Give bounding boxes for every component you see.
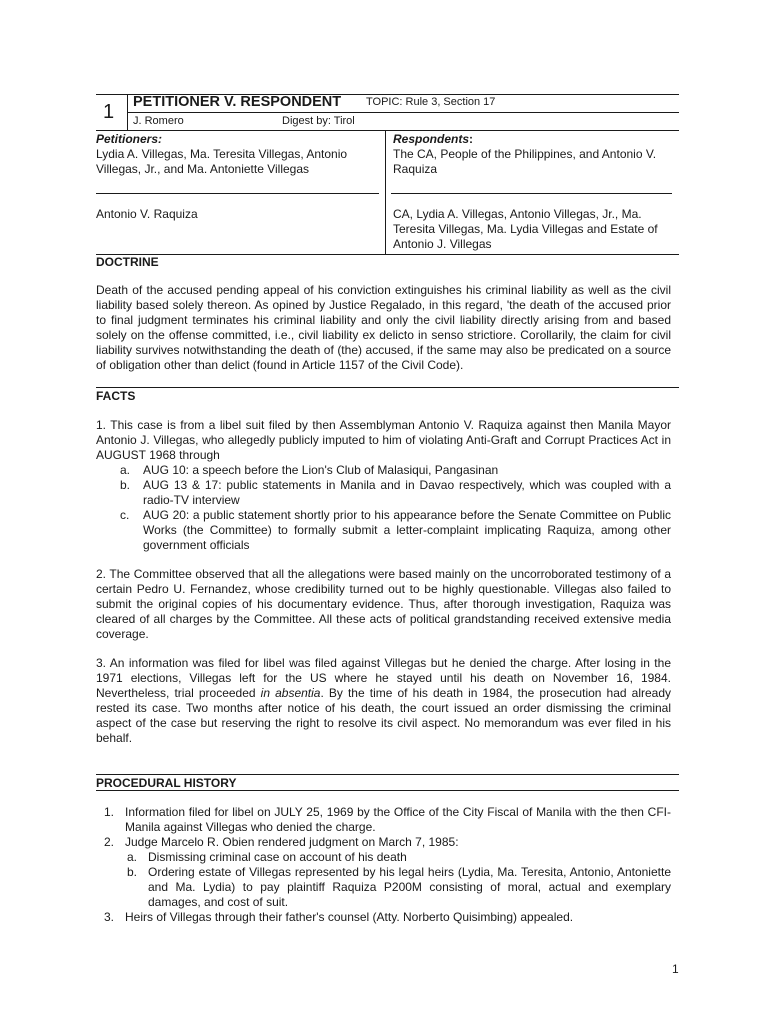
petitioners-sep-rule (96, 193, 379, 194)
facts-rule (96, 387, 679, 388)
respondents-case-2: CA, Lydia A. Villegas, Antonio Villegas, Jr., Ma. Teresita Villegas, Ma. Lydia Villegas and Estate of Antonio J. Villegas (393, 207, 658, 251)
case-title: PETITIONER V. RESPONDENT (133, 94, 342, 110)
digest-by: Digest by: Tirol (282, 115, 355, 127)
respondents-sep-rule (391, 193, 672, 194)
procedural-item-3-marker: 3. (104, 910, 115, 924)
page-number: 1 (672, 962, 679, 976)
petitioners-case-1: Lydia A. Villegas, Ma. Teresita Villegas, Antonio Villegas, Jr., and Ma. Antoniette Villegas (96, 147, 348, 176)
procedural-item-2b-marker: b. (127, 865, 138, 879)
facts-item-b: AUG 13 & 17: public statements in Manila and in Davao respectively, which was coupled with a radio-TV interview (143, 478, 671, 507)
procedural-underline (96, 790, 679, 791)
respondents-label-text: Respondents (393, 132, 470, 146)
facts-item-a-marker: a. (120, 463, 131, 477)
procedural-item-1-marker: 1. (104, 805, 115, 819)
respondents-label-colon: : (469, 132, 474, 146)
facts-paragraph-3-b: . By the time of his death in 1984, the prosecution had already rested its case. Two months after notice of his death, the court issued an order dismissing the criminal aspect of the case but reserving the right to resolve its civil aspect. No memorandum was ever filed in his behalf. (96, 686, 671, 745)
facts-paragraph-1: 1. This case is from a libel suit filed by then Assemblyman Antonio V. Raquiza against then Manila Mayor Antonio J. Villegas, who allegedly publicly imputed to him of violating Anti-Graft and Corrupt Practices Act in AUGUST 1968 through (96, 418, 671, 462)
petitioners-label: Petitioners: (96, 132, 163, 146)
respondents-case-1: The CA, People of the Philippines, and Antonio V. Raquiza (393, 147, 657, 176)
facts-paragraph-3 (96, 656, 671, 746)
doctrine-text: Death of the accused pending appeal of his conviction extinguishes his criminal liability as well as the civil liability based solely thereon. As opined by Justice Regalado, in this regard, 'the death of the accused prior to final judgment terminates his criminal liability and only the civil liability directly arising from and based solely on the offense committed, i.e., civil liability ex delicto in senso strictiore. Corollarily, the claim for civil liability survives notwithstanding the death of (the) accused, if the same may also be predicated on a source of obligation other than delict (found in Article 1157 of the Civil Code). (96, 283, 671, 372)
topic: TOPIC: Rule 3, Section 17 (366, 96, 496, 108)
facts-item-b-marker: b. (120, 478, 131, 492)
procedural-heading: PROCEDURAL HISTORY (96, 776, 237, 790)
parties-divider (385, 130, 386, 255)
in-absentia-text: in absentia (260, 686, 321, 700)
procedural-item-2a: Dismissing criminal case on account of his death (148, 850, 407, 864)
facts-item-a: AUG 10: a speech before the Lion's Club of Malasiqui, Pangasinan (143, 463, 499, 477)
procedural-rule (96, 774, 679, 775)
facts-heading: FACTS (96, 389, 136, 403)
procedural-item-2a-marker: a. (127, 850, 138, 864)
facts-item-c-marker: c. (120, 508, 130, 522)
procedural-item-2-marker: 2. (104, 835, 115, 849)
procedural-item-3: Heirs of Villegas through their father's counsel (Atty. Norberto Quisimbing) appealed. (125, 910, 574, 924)
respondents-label (393, 132, 473, 146)
facts-paragraph-2: 2. The Committee observed that all the allegations were based mainly on the uncorroborated testimony of a certain Pedro U. Fernandez, whose credibility turned out to be highly questionable. Villegas also failed to submit the original copies of his documentary evidence. Thus, after thorough investigation, Raquiza was cleared of all charges by the Committee. All these acts of political grandstanding received extensive media coverage. (96, 567, 671, 641)
procedural-item-1: Information filed for libel on JULY 25, 1969 by the Office of the City Fiscal of Manila with the then CFI-Manila against Villegas who denied the charge. (125, 805, 671, 834)
petitioners-case-2: Antonio V. Raquiza (96, 207, 198, 221)
facts-item-c: AUG 20: a public statement shortly prior to his appearance before the Senate Committee on Public Works (the Committee) to formally submit a letter-complaint implicating Raquiza, among other government officials (143, 508, 671, 552)
facts-paragraph-3-a: 3. An information was filed for libel was filed against Villegas but he denied the charge. After losing in the 1971 elections, Villegas left for the US where he stayed until his death on November 16, 1984. Nevertheless, trial proceeded (96, 656, 671, 700)
procedural-item-2: Judge Marcelo R. Obien rendered judgment on March 7, 1985: (125, 835, 459, 849)
case-number: 1 (103, 101, 115, 123)
doctrine-rule (96, 254, 679, 255)
header-bottom-rule (96, 130, 679, 131)
doctrine-heading: DOCTRINE (96, 255, 159, 269)
justice: J. Romero (133, 115, 184, 127)
procedural-item-2b: Ordering estate of Villegas represented by his legal heirs (Lydia, Ma. Teresita, Antonio, Antoniette and Ma. Lydia) to pay plaintiff Raquiza P200M consisting of moral, actual and exemplary damages, and cost of suit. (148, 865, 671, 909)
title-rule (127, 112, 679, 113)
